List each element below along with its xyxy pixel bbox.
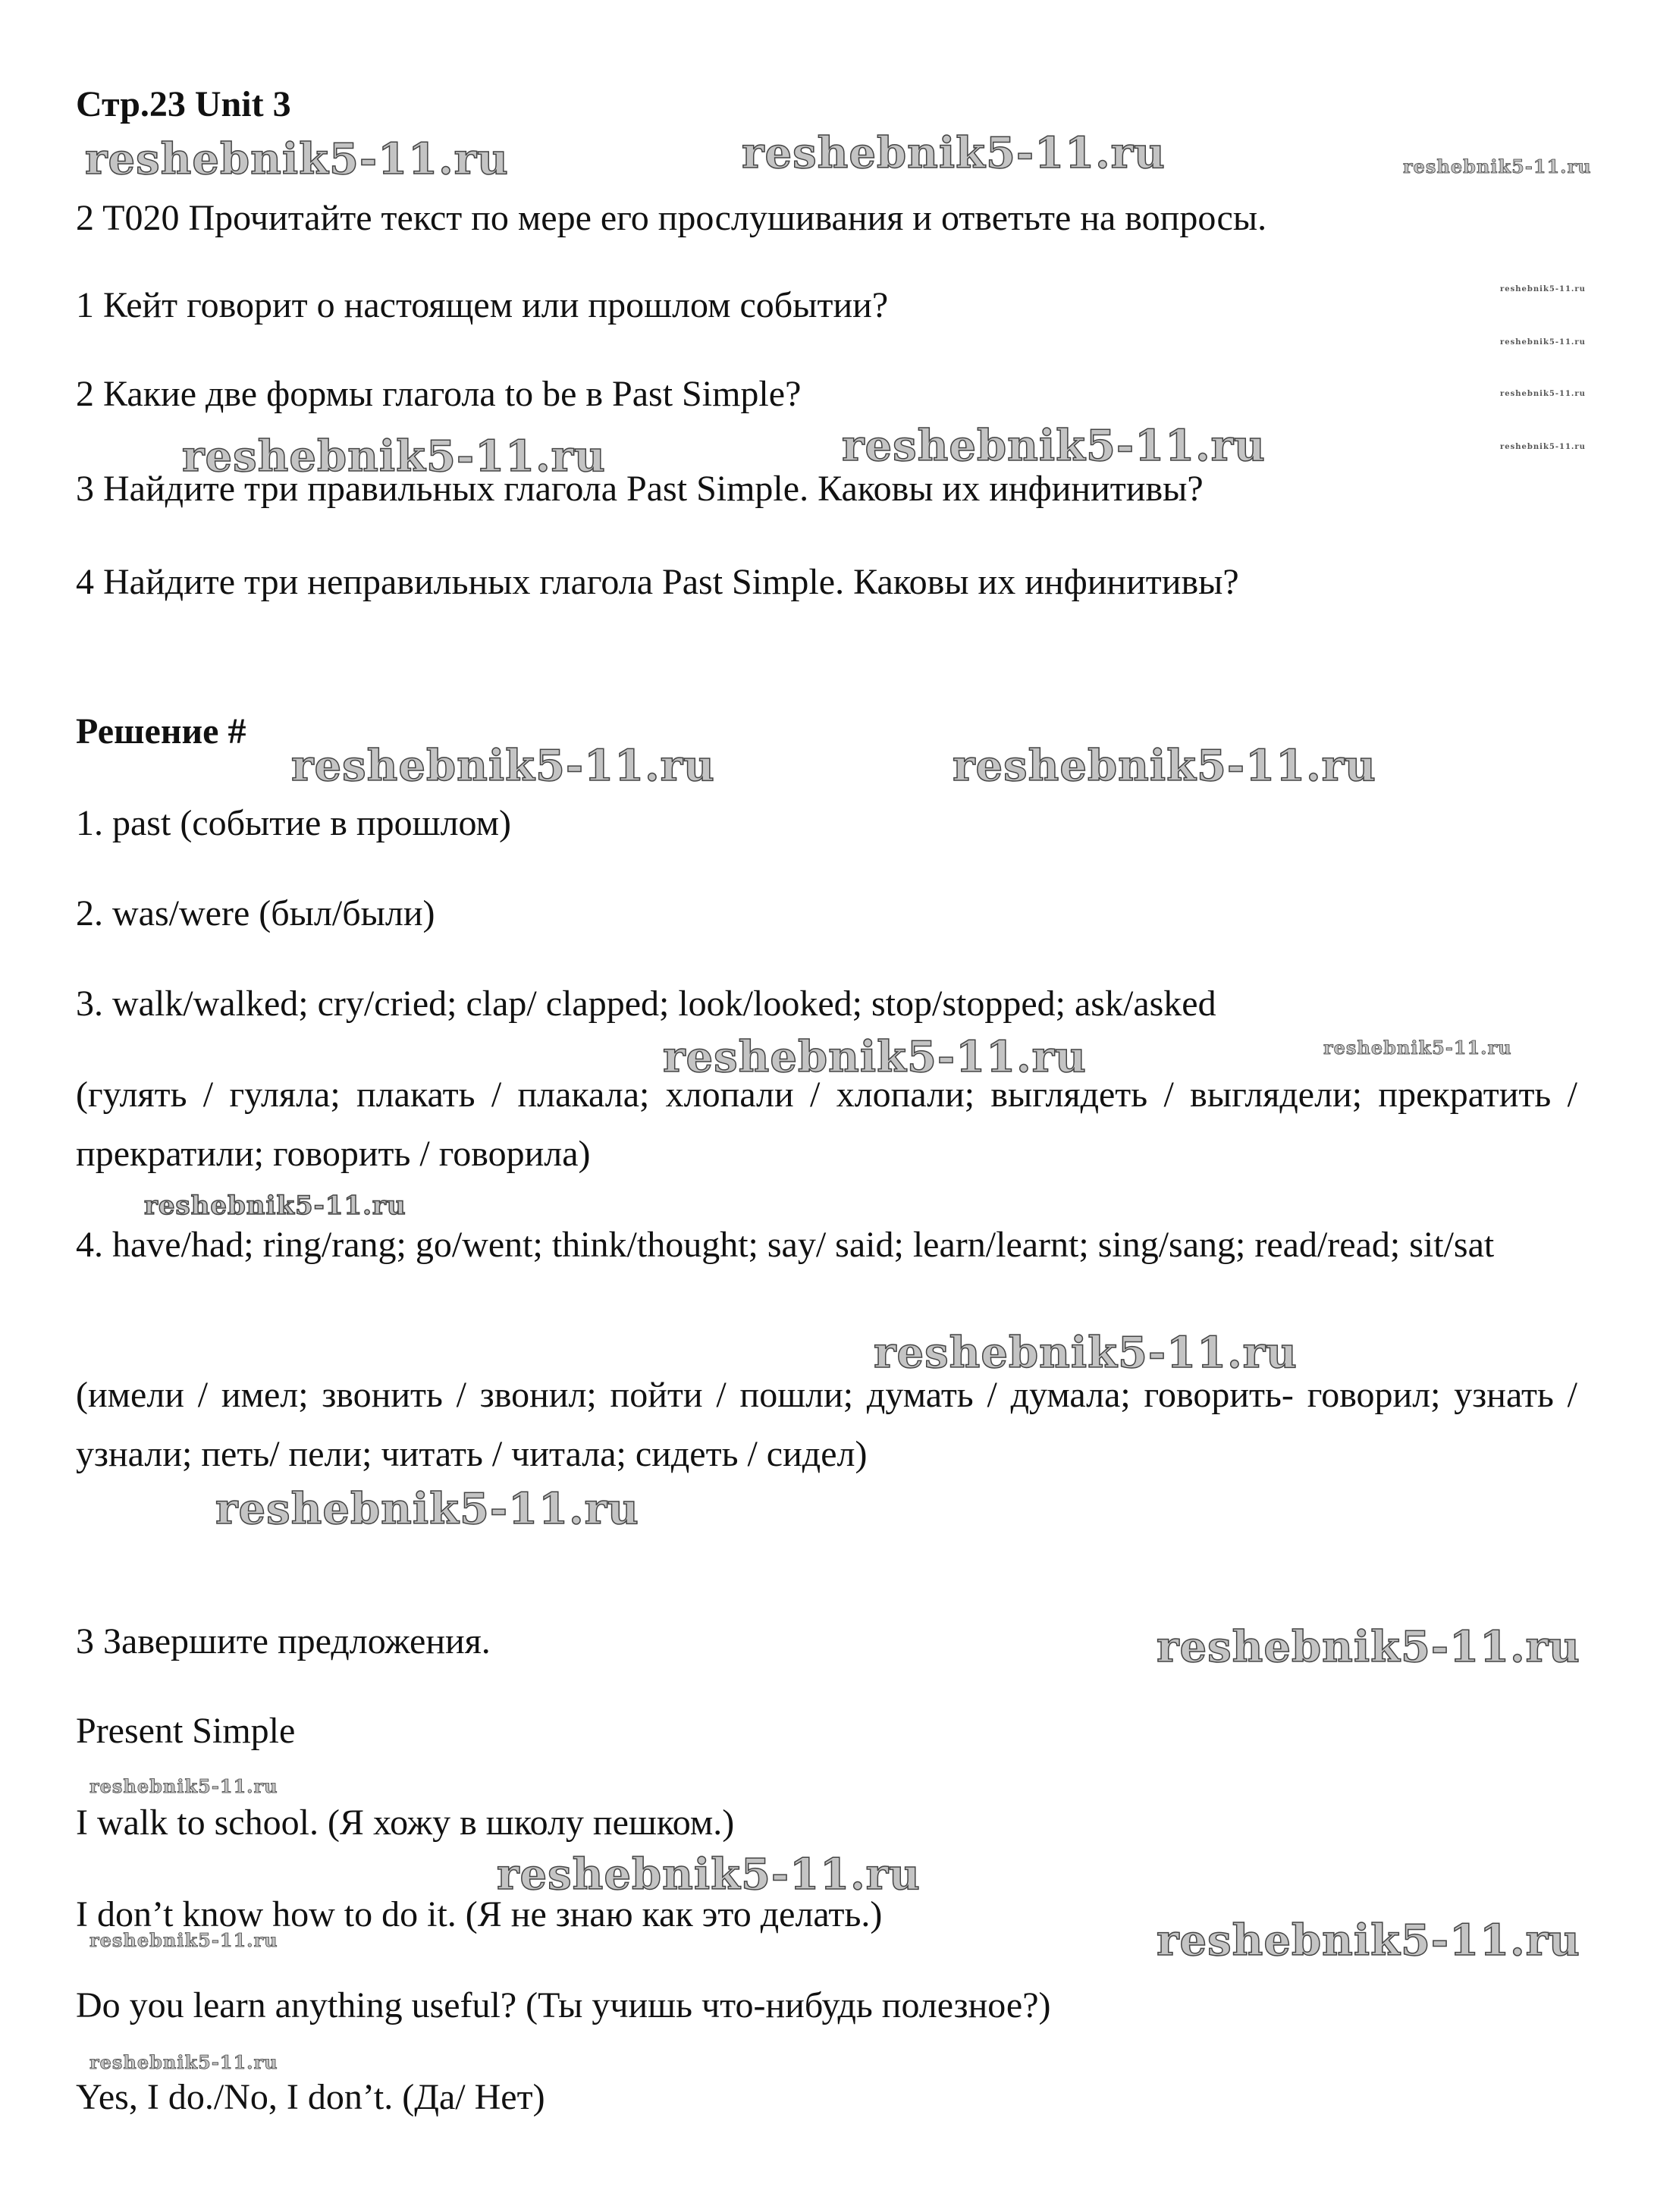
watermark: reshebnik5-11.ru <box>144 1191 406 1221</box>
task-2-prompt: 2 T020 Прочитайте текст по мере его прослушивания и ответьте на вопросы. <box>76 198 1267 238</box>
question-4: 4 Найдите три неправильных глагола Past Simple. Каковы их инфинитивы? <box>76 562 1239 602</box>
watermark: reshebnik5-11.ru <box>842 421 1266 471</box>
watermark: reshebnik5-11.ru <box>953 741 1376 791</box>
watermark: reshebnik5-11.ru <box>85 134 509 184</box>
answer-3-translation: (гулять / гуляла; плакать / плакала; хлопали / хлопали; выглядеть / выглядели; прекратить / прекратили; говорить / говорила) <box>76 1075 1577 1174</box>
question-1: 1 Кейт говорит о настоящем или прошлом событии? <box>76 285 889 325</box>
watermark: reshebnik5-11.ru <box>874 1328 1298 1378</box>
watermark: reshebnik5-11.ru <box>89 1775 278 1797</box>
watermark: reshebnik5-11.ru <box>89 1929 278 1951</box>
watermark: reshebnik5-11.ru <box>1500 390 1586 398</box>
watermark: reshebnik5-11.ru <box>215 1484 639 1534</box>
sentence-1: I walk to school. (Я хожу в школу пешком.) <box>76 1803 735 1843</box>
watermark: reshebnik5-11.ru <box>1500 338 1586 347</box>
page-title: Стр.23 Unit 3 <box>76 84 291 124</box>
watermark: reshebnik5-11.ru <box>1157 1915 1580 1966</box>
watermark: reshebnik5-11.ru <box>497 1850 921 1900</box>
task-3-prompt: 3 Завершите предложения. <box>76 1621 491 1661</box>
watermark: reshebnik5-11.ru <box>663 1032 1087 1082</box>
watermark: reshebnik5-11.ru <box>1323 1037 1512 1059</box>
watermark: reshebnik5-11.ru <box>291 741 715 791</box>
question-3: 3 Найдите три правильных глагола Past Simple. Каковы их инфинитивы? <box>76 469 1204 509</box>
watermark: reshebnik5-11.ru <box>742 128 1166 178</box>
answer-3: 3. walk/walked; cry/cried; clap/ clapped; look/looked; stop/stopped; ask/asked <box>76 984 1216 1024</box>
watermark: reshebnik5-11.ru <box>89 2051 278 2073</box>
sentence-3: Do you learn anything useful? (Ты учишь что-нибудь полезное?) <box>76 1985 1051 2025</box>
answer-2: 2. was/were (был/были) <box>76 893 435 933</box>
watermark: reshebnik5-11.ru <box>182 431 606 482</box>
watermark: reshebnik5-11.ru <box>1157 1622 1580 1672</box>
sentence-4: Yes, I do./No, I don’t. (Да/ Нет) <box>76 2077 545 2117</box>
answer-4-translation: (имели / имел; звонить / звонил; пойти / пошли; думать / думала; говорить- говорил; узнать / узнали; петь/ пели; читать / читала; сидеть / сидел) <box>76 1375 1577 1474</box>
watermark: reshebnik5-11.ru <box>1500 285 1586 293</box>
answer-1: 1. past (событие в прошлом) <box>76 803 511 843</box>
watermark: reshebnik5-11.ru <box>1403 155 1592 177</box>
answer-4: 4. have/had; ring/rang; go/went; think/thought; say/ said; learn/learnt; sing/sang; read/read; sit/sat <box>76 1225 1495 1265</box>
question-2: 2 Какие две формы глагола to be в Past Simple? <box>76 374 802 414</box>
watermark: reshebnik5-11.ru <box>1500 443 1586 451</box>
sentence-2: I don’t know how to do it. (Я не знаю как это делать.) <box>76 1894 883 1934</box>
section-label: Present Simple <box>76 1711 296 1751</box>
solution-heading: Решение # <box>76 711 246 751</box>
